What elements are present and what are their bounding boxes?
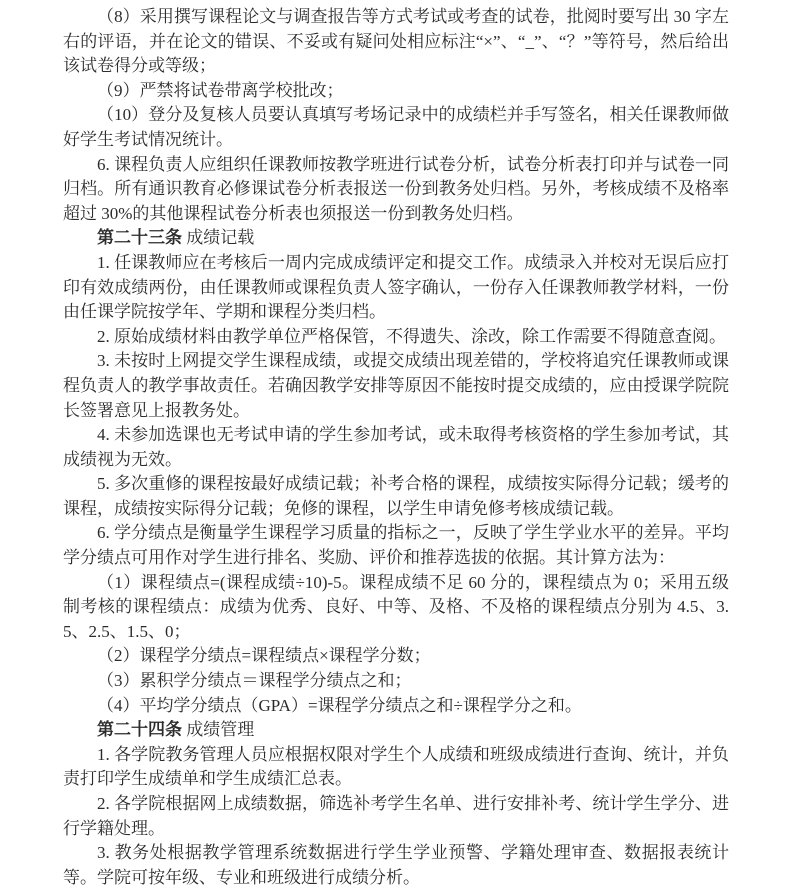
paragraph: 1. 各学院教务管理人员应根据权限对学生个人成绩和班级成绩进行查询、统计，并负责打印学生成绩单和学生成绩汇总表。: [63, 744, 729, 789]
paragraph: 3. 未按时上网提交学生课程成绩，或提交成绩出现差错的，学校将追究任课教师或课程负责人的教学事故责任。若确因教学安排等原因不能按时提交成绩的，应由授课学院院长签署意见上报教务处。: [63, 351, 729, 420]
paragraph: （10）登分及复核人员要认真填写考场记录中的成绩栏并手写签名，相关任课教师做好学生考试情况统计。: [63, 105, 729, 149]
paragraph: 4. 未参加选课也无考试申请的学生参加考试，或未取得考核资格的学生参加考试，其成绩视为无效。: [63, 425, 729, 469]
paragraph: 6. 课程负责人应组织任课教师按教学班进行试卷分析，试卷分析表打印并与试卷一同归档。所有通识教育必修课试卷分析表报送一份到教务处归档。另外，考核成绩不及格率超过 30%的其他课程试卷分析表也须报送一份到教务处归档。: [63, 154, 729, 223]
paragraph: （8）采用撰写课程论文与调查报告等方式考试或考查的试卷，批阅时要写出 30 字左右的评语，并在论文的错误、不妥或有疑问处相应标注“×”、“_”、“？”等符号，然后给出该试卷得分或等级；: [63, 7, 729, 76]
paragraph: （3）累积学分绩点＝课程学分绩点之和；: [97, 671, 412, 691]
paragraph: （1）课程绩点=(课程成绩÷10)-5。课程成绩不足 60 分的，课程绩点为 0；采用五级制考核的课程绩点：成绩为优秀、良好、中等、及格、不及格的课程绩点分别为 4.5、3.5、2.5、1.5、0；: [63, 572, 729, 641]
section-heading: [63, 226, 729, 251]
paragraph: （9）严禁将试卷带离学校批改；: [97, 80, 344, 100]
paragraph: 6. 学分绩点是衡量学生课程学习质量的指标之一，反映了学生学业水平的差异。平均学分绩点可用作对学生进行排名、奖励、评价和推荐选拔的依据。其计算方法为：: [63, 523, 729, 568]
paragraph: 1. 任课教师应在考核后一周内完成成绩评定和提交工作。成绩录入并校对无误后应打印有效成绩两份，由任课教师或课程负责人签字确认，一份存入任课教师教学材料，一份由任课学院按学年、学期和课程分类归档。: [63, 252, 729, 322]
section-title: 成绩记载: [186, 228, 255, 248]
paragraph: 3. 教务处根据教学管理系统数据进行学生学业预警、学籍处理审查、数据报表统计等。学院可按年级、专业和班级进行成绩分析。: [63, 843, 729, 887]
paragraph: 5. 多次重修的课程按最好成绩记载；补考合格的课程，成绩按实际得分记载；缓考的课程，成绩按实际得分记载；免修的课程，以学生申请免修考核成绩记载。: [63, 474, 729, 518]
document-body: [63, 5, 729, 888]
section-number: 第二十三条: [97, 228, 182, 248]
paragraph: 2. 原始成绩材料由教学单位严格保管，不得遗失、涂改，除工作需要不得随意查阅。: [97, 326, 726, 346]
paragraph: （4）平均学分绩点（GPA）=课程学分绩点之和÷课程学分之和。: [97, 695, 582, 715]
section-number: 第二十四条: [97, 720, 182, 740]
section-heading: [63, 718, 729, 743]
section-title: 成绩管理: [186, 720, 255, 740]
paragraph: （2）课程学分绩点=课程绩点×课程学分数；: [97, 646, 431, 666]
paragraph: 2. 各学院根据网上成绩数据，筛选补考学生名单、进行安排补考、统计学生学分、进行学籍处理。: [63, 794, 729, 838]
